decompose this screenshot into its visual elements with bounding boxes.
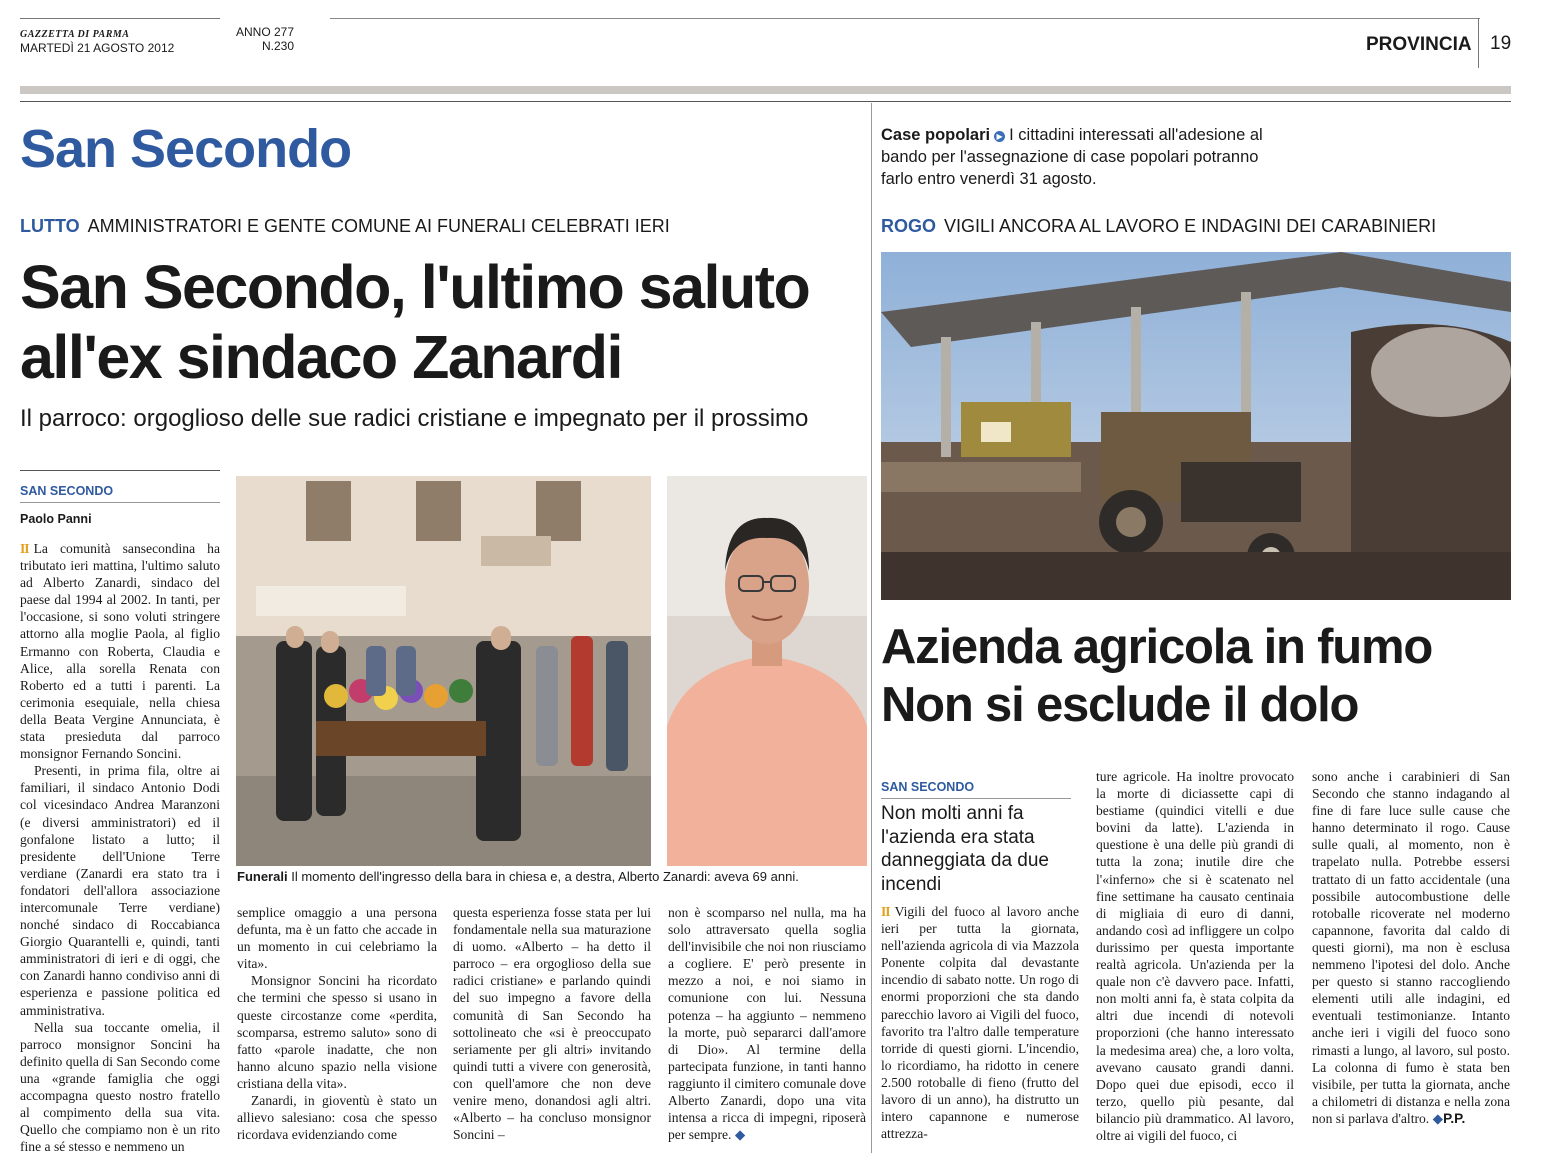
paragraph: Presenti, in prima fila, oltre ai familiari, il sindaco Antonio Dodi col vicesindaco Andrea Maranzoni (e diversi amministratori) ed il gonfalone listato a lutto; il presidente dell'Unione Terre verdiane (Zanardi era stato tra i fondatori dell'allora associazione intercomunale Terre verdiane) nonché sindaco di Roccabianca Giorgio Quarantelli e, quindi, tanti amministratori di ieri e di oggi, che con Zanardi hanno condiviso anni di esperienza e passione politica ed amministrativa. — [20, 763, 220, 1018]
article1-headline-line1: San Secondo, l'ultimo saluto — [20, 253, 810, 321]
article1-kicker — [20, 216, 670, 237]
article2-headline-line2: Non si esclude il dolo — [881, 678, 1359, 732]
article2-kicker — [881, 216, 1436, 237]
article1-byline-place: SAN SECONDO — [20, 484, 114, 498]
end-mark-icon: ◆ — [1432, 1110, 1444, 1126]
article1-headline-line2: all'ex sindaco Zanardi — [20, 323, 622, 391]
byline-rule — [881, 798, 1071, 799]
issue-date: MARTEDÌ 21 AGOSTO 2012 — [20, 41, 175, 55]
top-rule — [330, 18, 1480, 19]
arrow-bullet-icon: ▶ — [994, 131, 1005, 142]
byline-rule — [20, 502, 220, 503]
paragraph: Monsignor Soncini ha ricordato che termini che spesso si usano in queste circostanze come «perdita, scomparsa, estremo saluto» sono di fatto «parole inadatte, che non hanno alcuno spazio nella visione cristiana della vita». — [237, 973, 437, 1091]
paragraph: Zanardi, in gioventù è stato un allievo salesiano: cosa che spesso ricordava evidenziando come — [237, 1093, 437, 1143]
article1-kicker-tag: LUTTO — [20, 216, 80, 236]
drop-mark-icon: II — [20, 541, 29, 556]
article2-sidebar: Non molti anni fa l'azienda era stata danneggiata da due incendi — [881, 803, 1049, 895]
article2-column-3 — [1312, 768, 1510, 1127]
author-initials: P.P. — [1443, 1110, 1466, 1126]
paragraph: II La comunità sansecondina ha tributato ieri mattina, l'ultimo saluto ad Alberto Zanardi, sindaco del paese dal 1994 al 2002. In tanti, per l'occasione, si sono voluti stringere attorno alla moglie Paola, al figlio Ermanno con Roberta, Claudia e Alice, alla sorella Renata con Roberto ed a tutti i parenti. La cerimonia esequiale, nella chiesa della Beata Vergine Annunciata, è stata presieduta dal parroco monsignor Fernando Soncini. — [20, 541, 220, 762]
paragraph: non è scomparso nel nulla, ma ha solo attraversato quella soglia dell'invisibile che noi non riusciamo a cogliere. E' però presente in mezzo a noi, e noi siamo in comunione con lui. Nessuna potenza – ha aggiunto – nemmeno la morte, può separarci dall'amore di Dio». Al termine della partecipata funzione, in tanti hanno raggiunto il cimitero comunale dove Alberto Zanardi, dopo una vita intensa a ricca di impegni, riposerà per sempre. ◆ — [668, 905, 866, 1143]
notice-box — [881, 124, 1281, 190]
paragraph: Nella sua toccante omelia, il parroco monsignor Soncini ha definito quella di San Secondo come una «grande famiglia che oggi accompagna questo nostro fratello al compimento della sua vita. Quello che compiamo non è un rito fine a sé stesso e nemmeno un — [20, 1019, 220, 1155]
article1-kicker-text: AMMINISTRATORI E GENTE COMUNE AI FUNERALI CELEBRATI IERI — [87, 216, 670, 236]
article1-headline — [20, 252, 880, 392]
article1-column-4 — [668, 904, 866, 1143]
portrait-photo — [667, 476, 867, 866]
fire-photo — [881, 252, 1511, 600]
article2-byline-place: SAN SECONDO — [881, 780, 975, 794]
article1-subhead: Il parroco: orgoglioso delle sue radici cristiane e impegnato per il prossimo — [20, 405, 809, 432]
paragraph: II Vigili del fuoco al lavoro anche ieri per tutta la giornata, nell'azienda agricola di via Mazzola Ponente colpita dal devastante incendio di sabato notte. Un rogo di enormi proporzioni che sta dando parecchio lavoro ai Vigili del fuoco, favorito tra l'altro dalle temperature torride di questi giorni. L'incendio, lo ricordiamo, ha ridotto in cenere 2.500 rotoballe di fieno (frutto del lavoro di un anno), ha distrutto un intero capannone e numerose attrezza- — [881, 904, 1079, 1142]
year-box — [236, 26, 294, 39]
funeral-photo — [236, 476, 651, 866]
caption-text: Il momento dell'ingresso della bara in chiesa e, a destra, Alberto Zanardi: aveva 69 anni. — [291, 869, 799, 884]
article2-headline-line1: Azienda agricola in fumo — [881, 620, 1433, 674]
year-label: ANNO 277 — [236, 25, 295, 39]
notice-text: I cittadini interessati all'adesione al bando per l'assegnazione di case popolari potranno farlo entro venerdì 31 agosto. — [881, 126, 1263, 188]
page-number: 19 — [1490, 33, 1512, 54]
paragraph: semplice omaggio a una persona defunta, ma è un fatto che accade in un momento in cui celebriamo la vita». — [237, 905, 437, 972]
article2-column-1 — [881, 903, 1079, 1142]
paragraph: sono anche i carabinieri di San Secondo che stanno indagando al fine di fare luce sulle cause che hanno determinato il rogo. Cause sulle quali, al momento, non è trapelato nulla. Potrebbe essersi trattato di un fatto accidentale (una possibile autocombustione delle rotoballe ricoverate nel moderno capannone, favorita dal caldo di questi giorni), ma non è esclusa nemmeno l'ipotesi del dolo. Anche per questo si stanno raccogliendo elementi utili alle indagini, ed eventuali testimonianze. Intanto anche ieri i vigili del fuoco sono rimasti a lungo, al lavoro, sul posto. La colonna di fumo è stata ben visibile, per tutta la giornata, anche a chilometri di distanza e nella zona non si parlava d'altro. ◆P.P. — [1312, 769, 1510, 1126]
band-rule — [20, 101, 1511, 102]
masthead-rule — [20, 18, 220, 19]
section-label: PROVINCIA — [1366, 34, 1472, 55]
article2-column-2 — [1096, 768, 1294, 1144]
photo-caption — [237, 869, 799, 884]
paragraph: ture agricole. Ha inoltre provocato la morte di diciassette capi di bestiame (quindici vitelli e due bovini da latte). L'azienda in questione è una delle più grandi di tutta la zona; inutile dire che l'«inferno» che si è scatenato nel fine settimane ha causato centinaia di migliaia di euro di danni, andando così ad infliggere un colpo durissimo per questa importante realtà agricola. Un'azienda per la quale non c'è davvero pace. Infatti, non molti anni fa, è stata colpita da altri due incendi di notevoli proporzioni (che hanno interessato la medesima area) che, a loro volta, avevano causato grandi danni. Dopo quei due episodi, ecco il terzo, quello più pesante, dal bilancio più drammatico. Al lavoro, oltre ai vigili del fuoco, ci — [1096, 769, 1294, 1143]
town-title: San Secondo — [20, 119, 352, 179]
drop-mark-icon: II — [881, 904, 890, 919]
end-mark-icon: ◆ — [734, 1127, 746, 1143]
article1-column-1 — [20, 540, 220, 1155]
section-separator — [1478, 18, 1479, 68]
article2-headline — [881, 618, 1521, 734]
subhead-rule — [20, 470, 220, 471]
article1-byline-author: Paolo Panni — [20, 512, 92, 526]
caption-label: Funerali — [237, 869, 288, 884]
paper-name: GAZZETTA DI PARMA — [20, 29, 130, 40]
article1-column-2 — [237, 904, 437, 1143]
article1-column-3 — [453, 904, 651, 1143]
notice-label: Case popolari — [881, 126, 991, 144]
issue-number: N.230 — [262, 39, 295, 53]
article2-kicker-tag: ROGO — [881, 216, 937, 236]
paragraph: questa esperienza fosse stata per lui fondamentale nella sua maturazione di uomo. «Alberto – ha detto il parroco – era orgoglioso della sue radici cristiane» e parlando quindi del suo impegno a favore della comunità di San Secondo ha sottolineato che «si è preoccupato seriamente per gli altri» invitando quindi tutti a vivere con generosità, con quell'amore che non deve venire meno, donandosi agli altri. «Alberto – ha concluso monsignor Soncini – — [453, 905, 651, 1143]
article2-kicker-text: VIGILI ANCORA AL LAVORO E INDAGINI DEI CARABINIERI — [944, 216, 1437, 236]
decorative-band — [20, 86, 1511, 94]
